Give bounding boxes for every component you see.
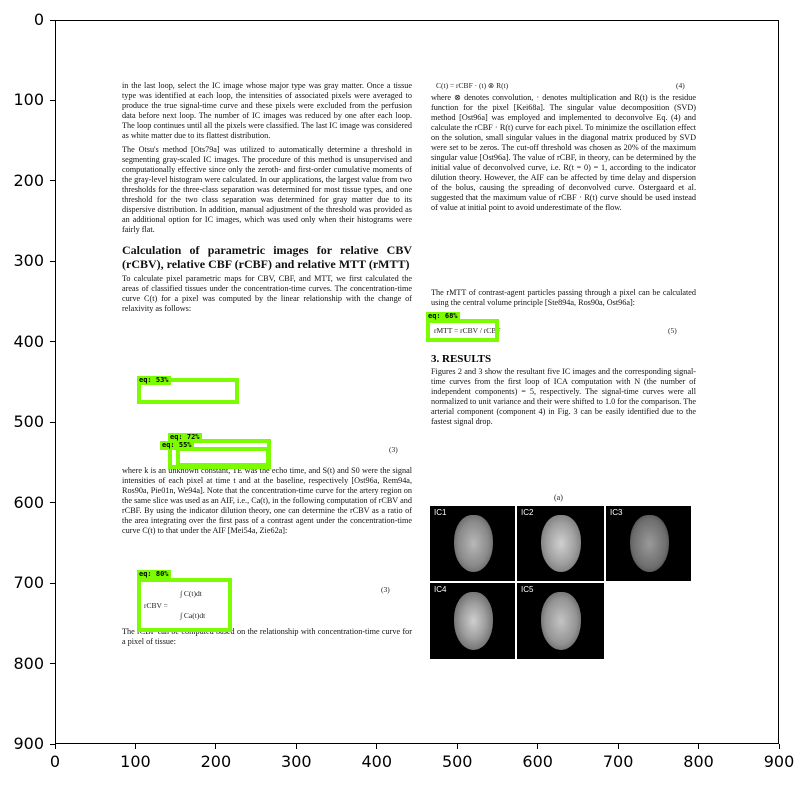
left-column xyxy=(122,81,412,318)
left-paragraph-2: The Otsu's method [Ots79a] was utilized to automatically determine a threshold in segmenting gray-scaled IC images. The procedure of this method is unsupervised and computationally effective since only the zeroth- and first-order cumulative moments of the gray-level histogram were calculated. In our applications, the largest value from two thresholds for the three-class separation was determined for most tissue types, and one threshold for the two class separation was determined for gray matter due to its dispersive distribution. In addition, manual adjustment of the threshold was provided as an additional option for IC images, which was used only when their histograms were fairly flat. xyxy=(122,145,412,234)
ic-label: IC4 xyxy=(434,585,447,594)
y-tick xyxy=(50,341,55,342)
ic-image-4 xyxy=(430,583,515,659)
x-tick-label: 500 xyxy=(441,752,473,771)
x-tick xyxy=(618,744,619,749)
ic-image-2 xyxy=(517,506,604,581)
y-tick-label: 600 xyxy=(13,492,44,512)
x-tick xyxy=(457,744,458,749)
x-tick-label: 700 xyxy=(602,752,634,771)
left-paragraph-1: in the last loop, select the IC image whose major type was gray matter. Once a tissue type was identified at each loop, the intensities of associated pixels were averaged to produce the true signal-time curve and these pixels were excluded from the perfusion data before next loop. The number of IC images was reduced by one after each loop. The loop continues until all the pixels were classified. The last IC image was considered as white matter due to its flattest distribution. xyxy=(122,81,412,140)
rcbv-numerator: ∫ C(t)dt xyxy=(180,589,202,598)
x-tick xyxy=(135,744,136,749)
detection-label: eq: 68% xyxy=(428,312,458,320)
brain-slice xyxy=(454,592,493,650)
brain-slice xyxy=(454,515,493,572)
left-paragraph-3: To calculate pixel parametric maps for CBV, CBF, and MTT, we first calculated the areas of classified tissues under the concentration-time curves. The concentration-time curve C(t) for a pixel was computed by the linear relationship with the change of relaxivity as follows: xyxy=(122,274,412,313)
y-tick xyxy=(50,100,55,101)
x-tick xyxy=(55,744,56,749)
y-tick-label: 700 xyxy=(13,573,44,593)
equation-5-number: (5) xyxy=(668,326,677,335)
figure-caption: (a) xyxy=(554,493,563,502)
right-paragraph-2: The rMTT of contrast-agent particles passing through a pixel can be calculated using the central volume principle [Ste894a, Ros90a, Ost96a]: xyxy=(431,288,696,307)
left-paragraph-5: The rCBF can be computed based on the relationship with concentration-time curve for a pixel of tissue: xyxy=(122,627,412,646)
x-tick-label: 100 xyxy=(120,752,151,771)
y-tick xyxy=(50,502,55,503)
detection-label: eq: 80% xyxy=(139,570,169,578)
y-tick xyxy=(50,583,55,584)
y-tick xyxy=(50,663,55,664)
ic-label: IC3 xyxy=(610,508,623,517)
section-heading: Calculation of parametric images for relative CBV (rCBV), relative CBF (rCBF) and relative MTT (rMTT) xyxy=(122,243,412,271)
y-tick xyxy=(50,261,55,262)
x-tick xyxy=(215,744,216,749)
x-tick-label: 400 xyxy=(361,752,393,771)
x-tick-label: 200 xyxy=(200,752,232,771)
y-tick xyxy=(50,422,55,423)
equation-detection-box xyxy=(176,447,270,467)
y-tick-label: 200 xyxy=(13,170,44,190)
left-paragraph-4: where k is an unknown constant, TE was the echo time, and S(t) and S0 were the signal intensities of each pixel at time t and at the baseline, respectively [Ost96a, Rem94a, Ros90a, Pie01n, We94a]. Note that the concentration-time curve for the artery region on the same slice was used as an AIF, i.e., Ca(t), in the following computation of rCBV and rCBF. By using the indicator dilution theory, one can determine the rCBV as a ratio of the area integrating over the first pass of a contrast agent under the concentration-time curve C(t) to that under the AIF [Mei54a, Zie62a]: xyxy=(122,466,412,535)
detection-label: eq: 53% xyxy=(139,376,169,384)
brain-slice xyxy=(630,515,669,572)
x-tick-label: 0 xyxy=(49,752,61,771)
x-tick xyxy=(779,744,780,749)
equation-detection-box xyxy=(137,578,232,632)
y-tick-label: 0 xyxy=(33,10,44,29)
right-paragraph-1: where ⊗ denotes convolution, · denotes multiplication and R(t) is the residue function for the pixel [Kei68a]. The singular value decomposition (SVD) method [Ost96a] was employed and implemented to deconvolve Eq. (4) and calculate the rCBF · R(t) curve for each pixel. To minimize the oscillation effect on the solution, small singular values in the diagonal matrix produced by SVD were set to be zeros. The cut-off threshold was chosen as 20% of the maximum singular value [Ost96a]. The value of rCBF, in theory, can be determined by the initial value of deconvolved curve, i.e. R(t = 0) = 1, according to the indicator dilution theory. However, the AIF can be affected by time delay and dispersion of the bolus, causing the spreading of deconvolved curve. Ostergaard et al. suggested that the maximum value of rCBF · R(t) curve should be used instead of value at initial point to avoid underestimate of the flow. xyxy=(431,93,696,212)
x-tick xyxy=(296,744,297,749)
detection-label: eq: 55% xyxy=(162,441,192,449)
ic-image-5 xyxy=(517,583,604,659)
equation-3-number: (3) xyxy=(389,445,398,454)
x-tick-label: 800 xyxy=(683,752,714,771)
x-tick xyxy=(537,744,538,749)
equation-4-number: (4) xyxy=(676,81,685,90)
ic-image-3 xyxy=(606,506,691,581)
y-tick-label: 100 xyxy=(13,90,44,110)
y-tick-label: 900 xyxy=(13,734,44,753)
brain-slice xyxy=(541,592,581,650)
y-tick xyxy=(50,20,55,21)
ic-label: IC2 xyxy=(521,508,534,517)
x-tick-label: 300 xyxy=(281,752,312,771)
brain-slice xyxy=(541,515,581,572)
y-tick-label: 400 xyxy=(13,331,44,351)
x-tick xyxy=(698,744,699,749)
equation-detection-box xyxy=(426,319,499,342)
x-tick-label: 600 xyxy=(522,752,553,771)
plot-area xyxy=(55,20,779,744)
x-tick-label: 900 xyxy=(763,752,795,771)
ic-image-1 xyxy=(430,506,515,581)
y-tick xyxy=(50,180,55,181)
rcbv-lhs: rCBV = xyxy=(144,601,168,610)
ic-label: IC1 xyxy=(434,508,447,517)
y-tick xyxy=(50,744,55,745)
rcbv-denominator: ∫ Ca(t)dt xyxy=(180,611,206,620)
ic-label: IC5 xyxy=(521,585,534,594)
right-paragraph-3: Figures 2 and 3 show the resultant five IC images and the corresponding signal-time curves from the first loop of ICA computation with N (the number of independent components) = 5, respectively. The signal-time curves were all normalized to unit variance and their were shifted to 1.0 for the comparison. The arterial component (component 4) in Fig. 3 can be easily identified due to the fastest signal drop. xyxy=(431,367,696,426)
equation-5: rMTT = rCBV / rCBF xyxy=(434,326,501,335)
x-tick xyxy=(376,744,377,749)
y-tick-label: 800 xyxy=(13,653,44,673)
results-heading: 3. RESULTS xyxy=(431,353,492,365)
detection-label: eq: 72% xyxy=(170,433,200,441)
rcbv-equation-number: (3) xyxy=(381,585,390,594)
equation-4: C(t) = rCBF · (t) ⊗ R(t) xyxy=(436,81,509,90)
y-tick-label: 300 xyxy=(13,251,44,271)
y-tick-label: 500 xyxy=(13,412,44,432)
